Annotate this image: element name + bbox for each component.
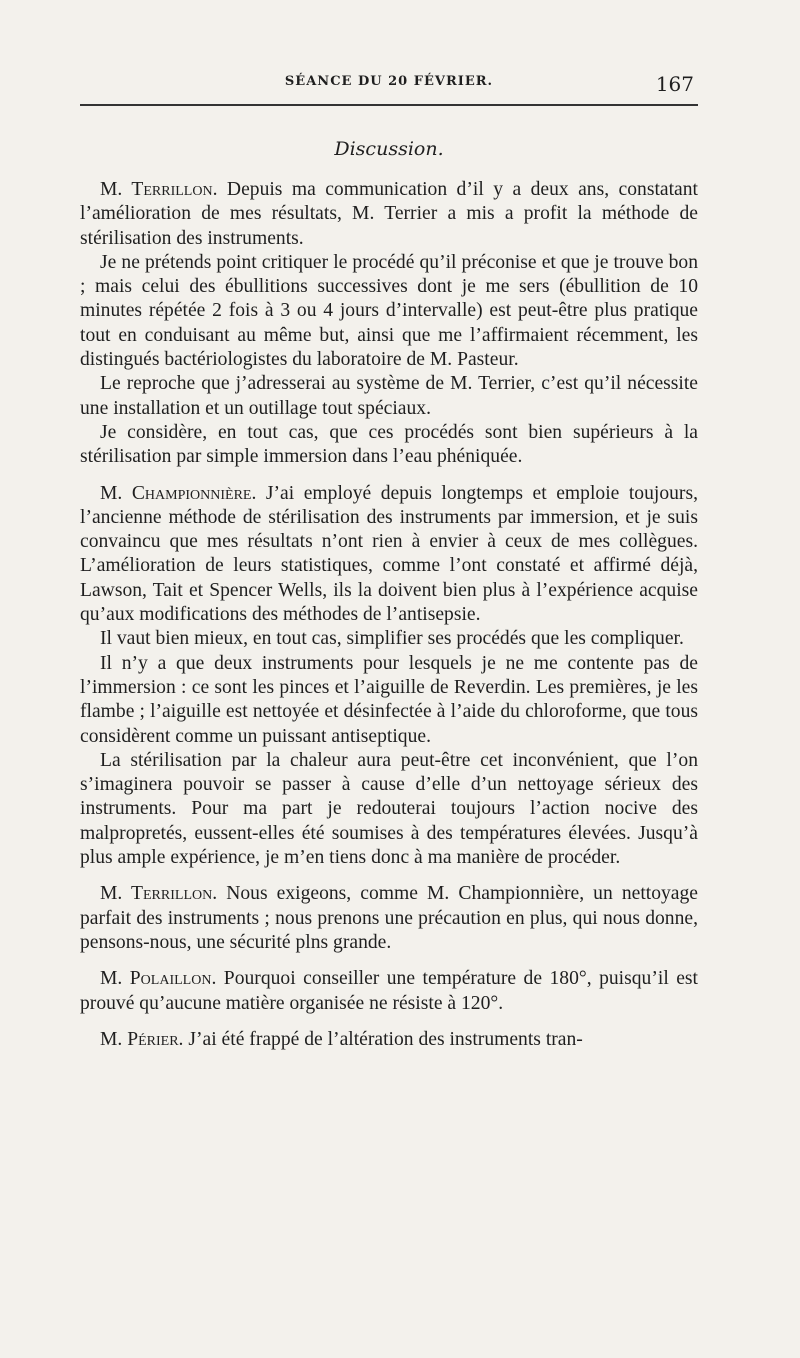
running-title: SÉANCE DU 20 FÉVRIER. — [284, 74, 494, 89]
page-number: 167 — [655, 72, 694, 96]
paragraph — [80, 967, 698, 1016]
paragraph — [80, 627, 698, 651]
body-text — [80, 178, 698, 1052]
paragraph-text: Je ne prétends point critiquer le procédé qu’il préconise et que je trouve bon ; mais celui des ébullitions successives dont je me sers (ébullition de 10 minutes répétée 2 fois à 3 ou 4 jours d’intervalle) est peut-être plus pratique tout en conduisant au même but, ainsi que me l’affirmaient récemment, les distingués bactériologistes du laboratoire de M. Pasteur. — [80, 251, 698, 371]
paragraph — [80, 178, 698, 251]
speaker-name: M. Polaillon. — [100, 968, 217, 990]
paragraph — [80, 421, 698, 470]
paragraph — [80, 251, 698, 372]
paragraph-text: Pourquoi conseiller une température de 180°, puisqu’il est prouvé qu’aucune matière organisée ne résiste à 120°. — [80, 968, 698, 1014]
paragraph — [80, 482, 698, 628]
paragraph-text: La stérilisation par la chaleur aura peut-être cet inconvénient, que l’on s’imaginera pouvoir se passer à cause d’elle d’un nettoyage sérieux des instruments. Pour ma part je redouterai toujours l’action nocive des malpropretés, eussent-elles été soumises à des températures élevées. Jusqu’à plus ample expérience, je m’en tiens donc à ma manière de procéder. — [80, 749, 698, 869]
paragraph-text: J’ai employé depuis longtemps et emploie toujours, l’ancienne méthode de stérilisation des instruments par immersion, et je suis convaincu que mes résultats n’ont rien à envier à ceux de mes collègues. L’amélioration de leurs statistiques, comme l’ont constaté et affirmé déjà, Lawson, Tait et Spencer Wells, ils la doivent bien plus à l’expérience acquise qu’aux modifications des méthodes de l’antisepsie. — [80, 482, 698, 626]
speaker-name: M. Terrillon. — [100, 179, 218, 200]
paragraph — [80, 652, 698, 749]
paragraph-text: Depuis ma communication d’il y a deux ans, constatant l’amélioration de mes résultats, M. Terrier a mis a profit la méthode de stérilisation des instruments. — [80, 179, 698, 249]
speaker-name: M. Championnière. — [100, 482, 257, 504]
paragraph-text: Nous exigeons, comme M. Championnière, un nettoyage parfait des instruments ; nous prenons une précaution en plus, qui nous donne, pensons-nous, une sécurité plns grande. — [80, 883, 698, 953]
running-header — [80, 72, 698, 100]
speaker-name: M. Périer. — [100, 1028, 184, 1050]
section-heading: Discussion. — [334, 138, 444, 160]
paragraph — [80, 1028, 698, 1052]
paragraph-text: Il n’y a que deux instruments pour lesquels je ne me contente pas de l’immersion : ce sont les pinces et l’aiguille de Reverdin. Les premières, je les flambe ; l’aiguille est nettoyée et désinfectée à l’aide du chloroforme, que tous considèrent comme un puissant antiseptique. — [80, 652, 698, 747]
header-rule — [80, 104, 698, 106]
paragraph-text: J’ai été frappé de l’altération des instruments tran- — [183, 1028, 583, 1050]
paragraph-text: Il vaut bien mieux, en tout cas, simplifier ses procédés que les compliquer. — [100, 628, 684, 650]
speaker-name: M. Terrillon. — [100, 883, 218, 905]
paragraph — [80, 882, 698, 955]
paragraph — [80, 372, 698, 421]
paragraph-text: Je considère, en tout cas, que ces procédés sont bien supérieurs à la stérilisation par simple immersion dans l’eau phéniquée. — [80, 421, 698, 468]
paragraph — [80, 749, 698, 870]
paragraph-text: Le reproche que j’adresserai au système de M. Terrier, c’est qu’il nécessite une installation et un outillage tout spéciaux. — [80, 373, 698, 419]
